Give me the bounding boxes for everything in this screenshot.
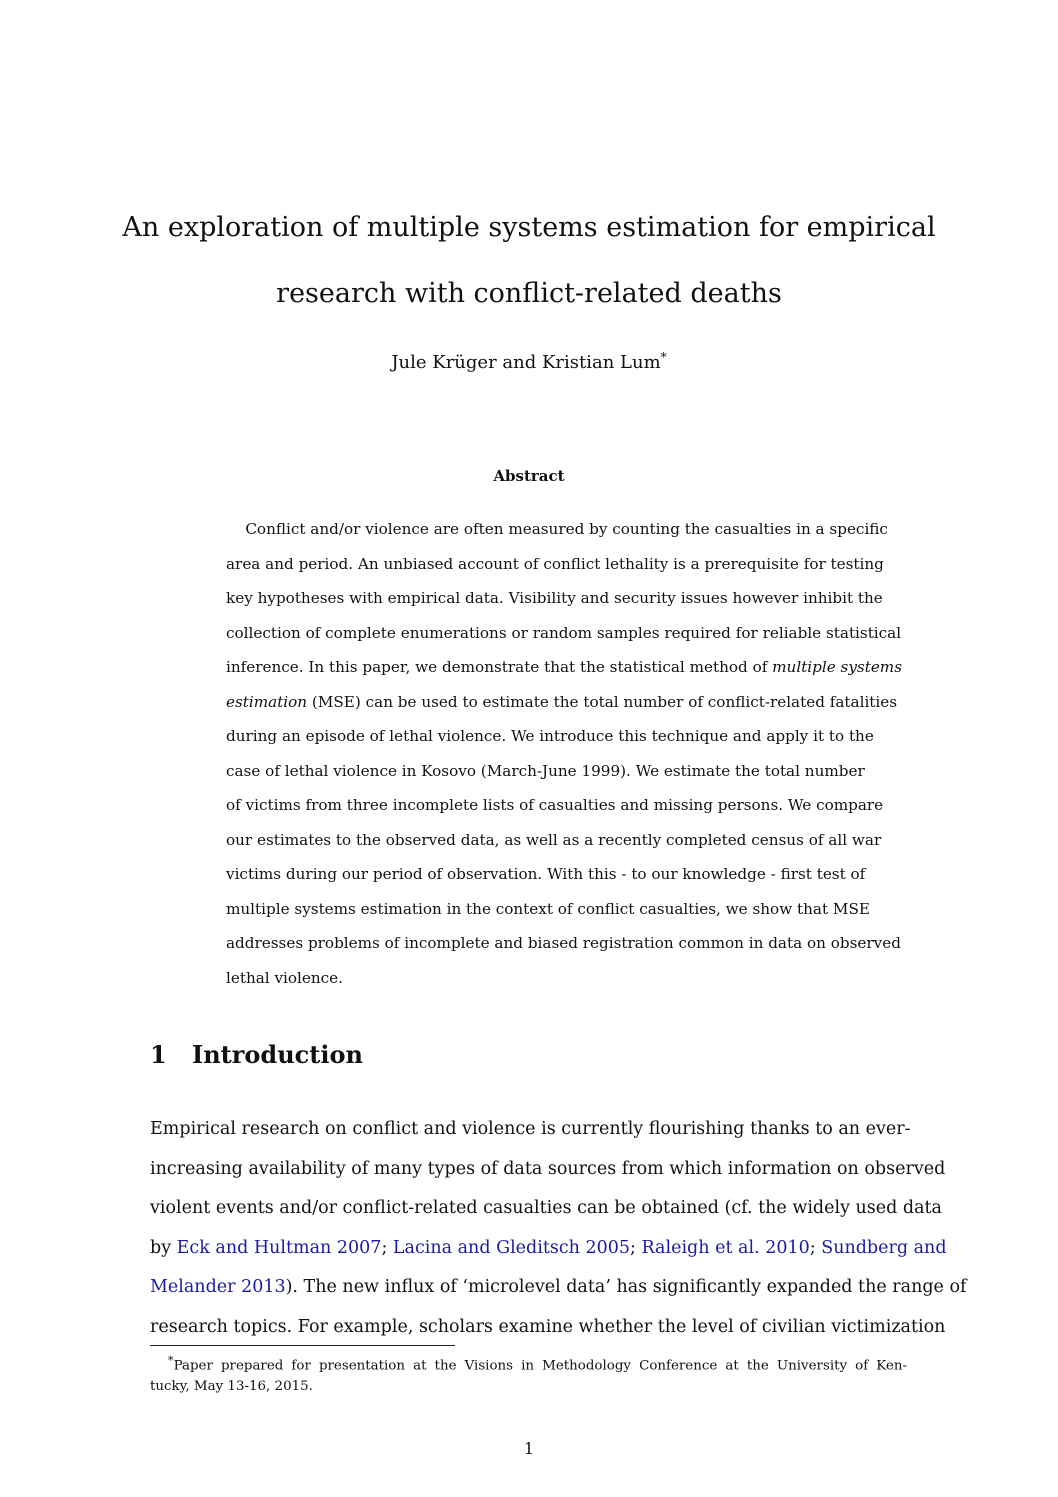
body-line: research topics. For example, scholars examine whether the level of civilian victimization	[150, 1316, 946, 1337]
citation-link[interactable]: Raleigh et al. 2010	[641, 1237, 810, 1258]
abstract-line: inference. In this paper, we demonstrate that the statistical method of multiple systems	[226, 658, 903, 676]
abstract-text	[226, 512, 903, 995]
abstract-line: area and period. An unbiased account of conflict lethality is a prerequisite for testing	[226, 554, 884, 573]
citation-link[interactable]: Melander 2013	[150, 1277, 286, 1297]
body-line: by Eck and Hultman 2007; Lacina and Gleditsch 2005; Raleigh et al. 2010; Sundberg and	[150, 1237, 947, 1258]
abstract-line: victims during our period of observation. With this - to our knowledge - first test of	[226, 865, 866, 883]
body-line: Melander 2013). The new influx of ‘microlevel data’ has significantly expanded the range of	[150, 1277, 967, 1297]
title-line-2: research with conflict-related deaths	[276, 278, 782, 309]
abstract-line: of victims from three incomplete lists of casualties and missing persons. We compare	[226, 796, 884, 814]
paper-title	[110, 195, 948, 327]
body-text	[150, 1110, 967, 1347]
author-footnote-mark: *	[660, 350, 667, 364]
abstract-line: addresses problems of incomplete and biased registration common in data on observed	[226, 934, 901, 952]
abstract-line: collection of complete enumerations or random samples required for reliable statistical	[226, 623, 902, 642]
footnote-mark: *	[168, 1354, 174, 1367]
citation-link[interactable]: Sundberg and	[821, 1237, 947, 1258]
italic-term: multiple systems	[772, 658, 903, 676]
abstract-line: estimation (MSE) can be used to estimate the total number of conflict-related fatalities	[226, 692, 898, 711]
abstract-heading: Abstract	[493, 467, 565, 485]
footnote	[150, 1350, 907, 1397]
title-line-1: An exploration of multiple systems estimation for empirical	[122, 212, 936, 243]
italic-term: estimation	[226, 692, 308, 711]
footnote-rule	[150, 1345, 455, 1346]
body-line: Empirical research on conflict and violence is currently flourishing thanks to an ever-	[150, 1119, 911, 1139]
abstract-line: case of lethal violence in Kosovo (March-June 1999). We estimate the total number	[226, 761, 865, 780]
footnote-line: *Paper prepared for presentation at the Visions in Methodology Conference at the University of Ken-	[168, 1354, 907, 1374]
citation-link[interactable]: Eck and Hultman 2007	[176, 1237, 382, 1258]
abstract-line: multiple systems estimation in the context of conflict casualties, we show that MSE	[226, 899, 870, 918]
abstract-line: our estimates to the observed data, as well as a recently completed census of all war	[226, 830, 882, 849]
author-names: Jule Krüger and Kristian Lum	[391, 352, 661, 373]
abstract-line: key hypotheses with empirical data. Visibility and security issues however inhibit the	[226, 589, 883, 607]
citation-link[interactable]: Lacina and Gleditsch 2005	[392, 1237, 631, 1258]
footnote-line: tucky, May 13-16, 2015.	[150, 1379, 313, 1395]
abstract-line: Conflict and/or violence are often measured by counting the casualties in a specific	[245, 520, 888, 538]
body-line: increasing availability of many types of data sources from which information on observed	[150, 1158, 946, 1179]
abstract-line: during an episode of lethal violence. We introduce this technique and apply it to the	[226, 727, 874, 745]
section-heading	[150, 1040, 363, 1069]
author-line	[110, 350, 948, 373]
body-line: violent events and/or conflict-related casualties can be obtained (cf. the widely used data	[150, 1198, 942, 1218]
section-title: Introduction	[192, 1040, 363, 1069]
abstract-line: lethal violence.	[226, 968, 343, 987]
page-number: 1	[523, 1439, 535, 1458]
section-number: 1	[150, 1040, 167, 1069]
